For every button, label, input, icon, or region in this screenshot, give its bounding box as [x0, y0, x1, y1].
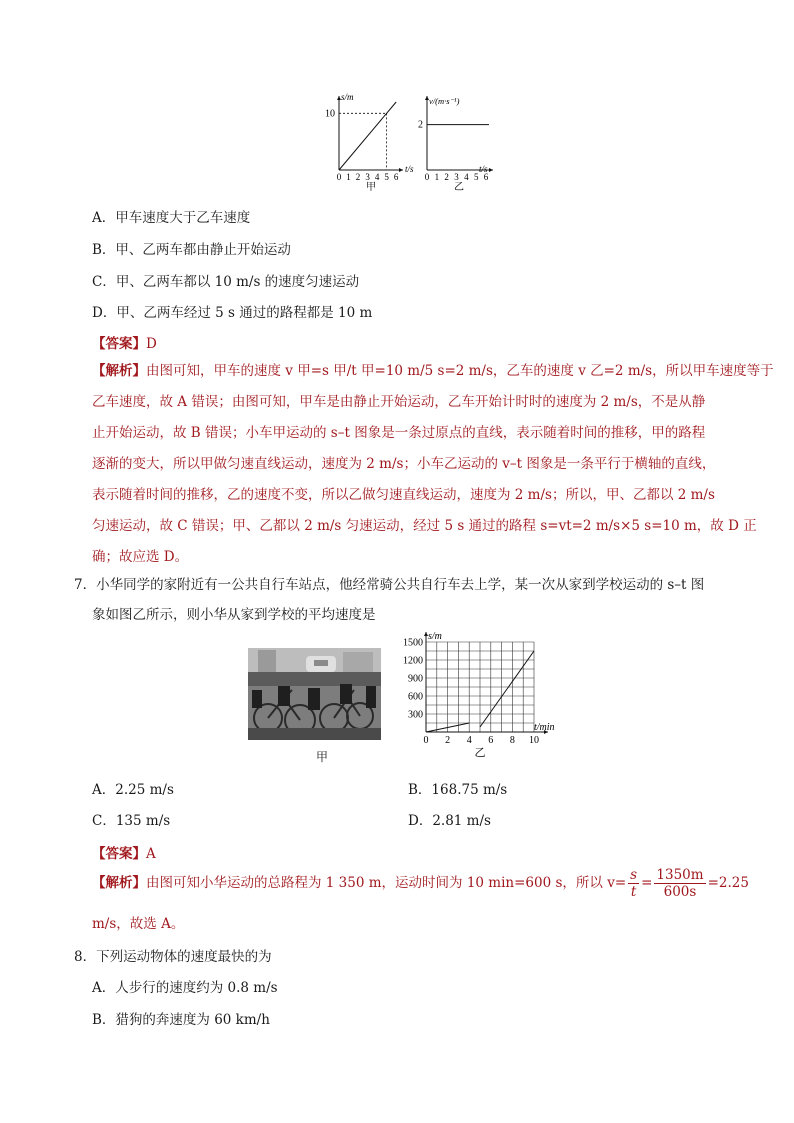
x-tick-label: 4: [466, 735, 472, 746]
q7-option-d: D．2.81 m/s: [408, 813, 491, 829]
y-axis-label: v/(m·s⁻¹): [429, 96, 460, 106]
answer-value: A: [146, 846, 156, 862]
x-tick-label: 1: [434, 172, 440, 182]
chart-jia: [325, 92, 414, 193]
analysis-text: 由图可知，甲车的速度 v 甲=s 甲/t 甲=10 m/5 s=2 m/s，乙车的速度 v 乙=2 m/s，所以甲车速度等于: [146, 363, 774, 379]
q6-analysis-line-4: 逐渐的变大，所以甲做匀速直线运动，速度为 2 m/s；小车乙运动的 v–t 图象是一条平行于横轴的直线，: [92, 456, 716, 472]
fraction-values: [654, 867, 705, 900]
series-segment-2: [480, 651, 534, 727]
series-line-jia: [339, 102, 396, 170]
q6-option-c: C．甲、乙两车都以 10 m/s 的速度匀速运动: [92, 274, 360, 290]
x-tick-label: 8: [509, 735, 515, 746]
x-tick-label: 2: [444, 172, 449, 182]
analysis-tag: 【解析】: [92, 875, 146, 891]
x-axis-label: t/min: [534, 722, 555, 733]
top-figures: [315, 92, 505, 200]
chart-caption: 乙: [474, 747, 486, 758]
answer-tag: 【答案】: [92, 336, 146, 352]
fraction-s-over-t: [628, 867, 639, 900]
y-tick-label: 1200: [403, 655, 423, 667]
q7-option-b: B．168.75 m/s: [408, 782, 508, 798]
x-tick-label: 0: [423, 735, 429, 746]
x-tick-label: 3: [365, 172, 370, 182]
x-tick-label: 4: [464, 172, 469, 182]
y-tick-label: 300: [408, 709, 423, 721]
x-tick-label: 2: [445, 735, 451, 746]
answer-value: D: [146, 336, 157, 352]
q6-analysis-line-7: 确；故应选 D。: [92, 549, 189, 565]
x-tick-label: 0: [424, 172, 430, 182]
axis-arrows: [425, 96, 493, 172]
fraction-denominator: 600s: [663, 884, 697, 900]
analysis-text: 由图可知小华运动的总路程为 1 350 m，运动时间为 10 min=600 s，所以 v=: [146, 875, 627, 891]
x-tick-label: 1: [346, 172, 351, 182]
q6-option-d: D．甲、乙两车经过 5 s 通过的路程都是 10 m: [92, 305, 373, 321]
x-tick-label: 2: [355, 172, 361, 182]
q6-analysis-line-1: [92, 359, 774, 379]
q8-option-b: B．猎狗的奔速度为 60 km/h: [92, 1012, 270, 1028]
q7-option-c: C．135 m/s: [92, 813, 171, 829]
q7-st-chart: [396, 630, 568, 758]
figure-caption: 甲: [366, 182, 376, 193]
q6-analysis-line-5: 表示随着时间的推移，乙的速度不变，所以乙做匀速直线运动，速度为 2 m/s；所以，甲、乙都以 2 m/s: [92, 487, 715, 503]
x-tick-label: 4: [374, 172, 380, 182]
q6-option-a: A．甲车速度大于乙车速度: [92, 210, 251, 226]
q7-analysis-line-1: [92, 867, 749, 900]
y-tick-label: 1500: [403, 637, 423, 649]
x-tick-label: 6: [393, 172, 399, 182]
chart-yi-vt: [418, 96, 493, 193]
q8-option-a: A．人步行的速度约为 0.8 m/s: [92, 980, 278, 996]
analysis-tag: 【解析】: [92, 363, 146, 379]
q7-stem-line-1: 7．小华同学的家附近有一公共自行车站点，他经常骑公共自行车去上学，某一次从家到学校运动的 s–t 图: [74, 577, 705, 593]
figure-caption: 乙: [454, 182, 464, 193]
x-tick-label: 5: [384, 172, 389, 182]
q6-analysis-line-2: 乙车速度，故 A 错误；由图可知，甲车是由静止开始运动，乙车开始计时时的速度为 2 m/s，不是从静: [92, 394, 706, 410]
y-tick-label: 900: [408, 673, 423, 685]
q7-photo-caption: 甲: [316, 750, 329, 764]
q6-answer: [92, 332, 157, 352]
bicycle-station-photo: [248, 648, 381, 740]
y-axis-label: s/m: [428, 631, 442, 642]
y-tick-label: 600: [408, 691, 423, 703]
q7-analysis-line-2: m/s，故选 A。: [92, 916, 185, 932]
x-tick-label: 10: [529, 735, 539, 746]
q7-option-a: A．2.25 m/s: [92, 782, 174, 798]
x-axis-label: t/s: [405, 164, 414, 174]
y-tick-label: 10: [325, 108, 335, 120]
x-tick-label: 6: [488, 735, 494, 746]
y-tick-label: 2: [418, 119, 423, 131]
q7-stem-line-2: 象如图乙所示，则小华从家到学校的平均速度是: [92, 607, 376, 623]
analysis-result: =2.25: [707, 875, 749, 891]
q6-analysis-line-3: 止开始运动，故 B 错误；小车甲运动的 s–t 图象是一条过原点的直线，表示随着时间的推移，甲的路程: [92, 425, 706, 441]
q8-stem: 8．下列运动物体的速度最快的为: [74, 949, 272, 965]
answer-tag: 【答案】: [92, 846, 146, 862]
fraction-numerator: s: [630, 867, 638, 883]
x-tick-label: 0: [336, 172, 342, 182]
q6-option-b: B．甲、乙两车都由静止开始运动: [92, 242, 291, 258]
q7-answer: [92, 842, 156, 862]
x-tick-label: 5: [473, 172, 479, 182]
x-axis-label: t/s: [479, 164, 488, 174]
y-axis-label: s/m: [341, 92, 354, 102]
x-tick-label: 6: [483, 172, 489, 182]
q6-analysis-line-6: 匀速运动，故 C 错误；甲、乙都以 2 m/s 匀速运动，经过 5 s 通过的路程 s=vt=2 m/s×5 s=10 m，故 D 正: [92, 518, 757, 534]
x-tick-label: 3: [454, 172, 459, 182]
fraction-denominator: t: [630, 884, 637, 900]
fraction-numerator: 1350m: [656, 867, 704, 883]
equals-sign: =: [641, 875, 653, 891]
